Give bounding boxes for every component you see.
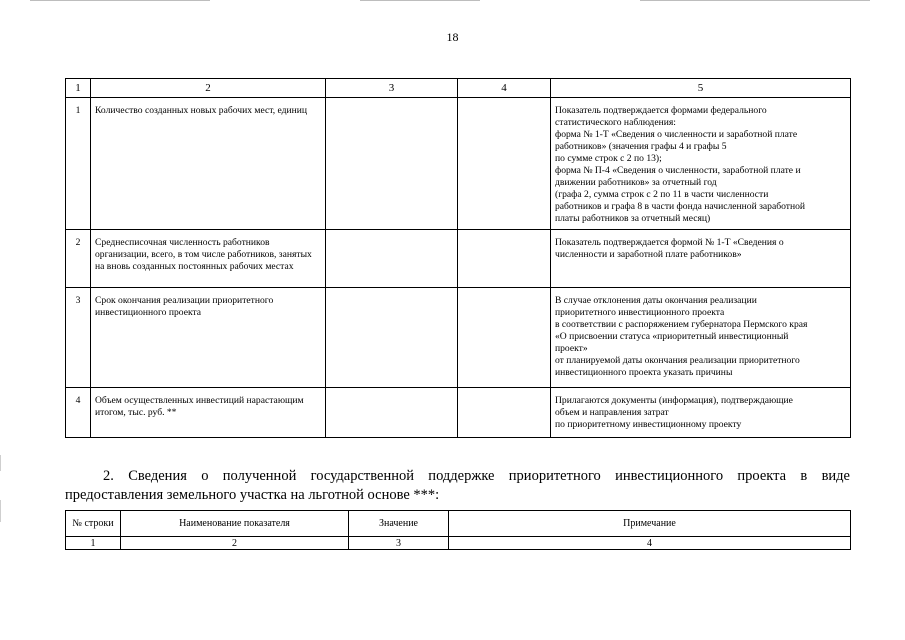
note-line: работников» (значения графы 4 и графы 5 xyxy=(555,141,727,152)
scan-edge-mark xyxy=(0,500,1,522)
value-cell xyxy=(458,288,551,388)
note-line: численности и заработной плате работников» xyxy=(555,249,742,260)
value-cell xyxy=(326,388,458,438)
column-header: 4 xyxy=(458,79,551,98)
note-line: форма № П-4 «Сведения о численности, заработной плате и xyxy=(555,165,801,176)
note-line: (графа 2, сумма строк с 2 по 11 в части численности xyxy=(555,189,769,200)
scan-edge-line xyxy=(640,0,870,1)
column-header: № строки xyxy=(66,511,121,537)
row-number: 4 xyxy=(66,388,91,438)
column-header: Наименование показателя xyxy=(121,511,349,537)
value-cell xyxy=(458,388,551,438)
note-line: Показатель подтверждается формой № 1-Т «Сведения о xyxy=(555,237,784,248)
note-line: объем и направления затрат xyxy=(555,407,669,418)
section-2-heading-line-1: 2. Сведения о полученной государственной поддержке приоритетного инвестиционного проекта в виде xyxy=(103,468,850,484)
note-line: приоритетного инвестиционного проекта xyxy=(555,307,725,318)
value-cell xyxy=(458,230,551,288)
column-header: 3 xyxy=(326,79,458,98)
column-number: 3 xyxy=(349,537,449,550)
note-line: «О присвоении статуса «приоритетный инвестиционный xyxy=(555,331,789,342)
scan-edge-line xyxy=(360,0,480,1)
column-header: 5 xyxy=(551,79,851,98)
column-header: 2 xyxy=(91,79,326,98)
table-row xyxy=(66,288,851,388)
table-row xyxy=(66,230,851,288)
note-cell xyxy=(551,230,851,288)
table-header-row xyxy=(66,79,851,98)
scan-edge-line xyxy=(30,0,210,1)
indicator-name: Срок окончания реализации приоритетного инвестиционного проекта xyxy=(91,288,326,388)
indicator-name: Объем осуществленных инвестиций нарастающим итогом, тыс. руб. ** xyxy=(91,388,326,438)
value-cell xyxy=(326,230,458,288)
column-header: 1 xyxy=(66,79,91,98)
page-number: 18 xyxy=(446,30,459,44)
note-cell xyxy=(551,98,851,230)
note-line: работников и графа 8 в части фонда начисленной заработной xyxy=(555,201,806,212)
indicator-name: Количество созданных новых рабочих мест, единиц xyxy=(91,98,326,230)
note-cell xyxy=(551,388,851,438)
note-cell xyxy=(551,288,851,388)
row-number: 2 xyxy=(66,230,91,288)
note-line: В случае отклонения даты окончания реализации xyxy=(555,295,757,306)
column-number: 1 xyxy=(66,537,121,550)
row-number: 1 xyxy=(66,98,91,230)
note-line: движении работников» за отчетный год xyxy=(555,177,717,188)
note-line: Прилагаются документы (информация), подтверждающие xyxy=(555,395,793,406)
note-line: по приоритетному инвестиционному проекту xyxy=(555,419,742,430)
table-row xyxy=(66,98,851,230)
column-number: 2 xyxy=(121,537,349,550)
table-header-row xyxy=(66,511,851,537)
column-header: Примечание xyxy=(449,511,851,537)
note-line: статистического наблюдения: xyxy=(555,117,676,128)
note-line: Показатель подтверждается формами федерального xyxy=(555,105,767,116)
column-number: 4 xyxy=(449,537,851,550)
indicators-table xyxy=(65,78,851,438)
section-2-heading xyxy=(65,467,850,505)
note-line: форма № 1-Т «Сведения о численности и заработной плате xyxy=(555,129,798,140)
note-line: проект» xyxy=(555,343,588,354)
value-cell xyxy=(326,288,458,388)
value-cell xyxy=(458,98,551,230)
row-number: 3 xyxy=(66,288,91,388)
note-line: платы работников за отчетный месяц) xyxy=(555,213,711,224)
column-header: Значение xyxy=(349,511,449,537)
section-2-heading-line-2: предоставления земельного участка на льготной основе ***: xyxy=(65,487,440,503)
note-line: от планируемой даты окончания реализации приоритетного xyxy=(555,355,800,366)
indicator-name: Среднесписочная численность работников организации, всего, в том числе работников, занятых на вновь созданных постоянных рабочих местах xyxy=(91,230,326,288)
note-line: инвестиционного проекта указать причины xyxy=(555,367,733,378)
column-number-row xyxy=(66,537,851,550)
scan-edge-mark xyxy=(0,455,1,471)
land-support-table xyxy=(65,510,851,550)
table-row xyxy=(66,388,851,438)
note-line: по сумме строк с 2 по 13); xyxy=(555,153,662,164)
value-cell xyxy=(326,98,458,230)
note-line: в соответствии с распоряжением губернатора Пермского края xyxy=(555,319,808,330)
